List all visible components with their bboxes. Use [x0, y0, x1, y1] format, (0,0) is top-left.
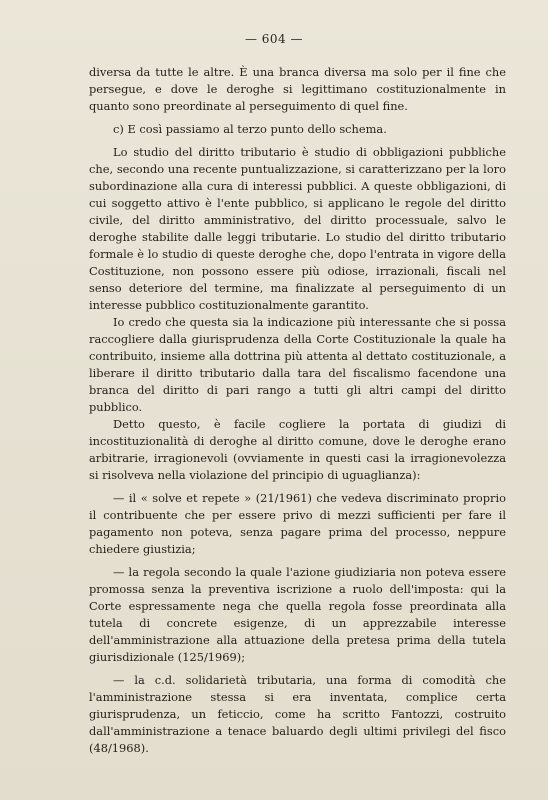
paragraph-1: diversa da tutte le altre. È una branca diversa ma solo per il fine che persegue, e dove le deroghe si legittimano costituzionalmente in quanto sono preordinate al perseguimento di quel fine.	[89, 65, 506, 113]
paragraph-2: c) E così passiamo al terzo punto dello schema.	[113, 122, 387, 136]
page-number: — 604 —	[244, 32, 304, 46]
paragraph-5: Detto questo, è facile cogliere la portata di giudizi di incostituzionalità di deroghe al diritto comune, dove le deroghe erano arbitrarie, irragionevoli (ovviamente in questi casi la irragionevolezza si risolveva nella violazione del principio di uguaglianza):	[89, 417, 506, 482]
paragraph-3: Lo studio del diritto tributario è studio di obbligazioni pubbliche che, secondo una recente puntualizzazione, si caratterizzano per la loro subordinazione alla cura di interessi pubblici. A queste obbligazioni, di cui soggetto attivo è l'ente pubblico, si applicano le regole del diritto civile, del diritto amministrativo, del diritto processuale, salvo le deroghe stabilite dalle leggi tributarie. Lo studio del diritto tributario formale è lo studio di queste deroghe che, dopo l'entrata in vigore della Costituzione, non possono essere più odiose, irrazionali, fiscali nel senso deteriore del termine, ma finalizzate al perseguimento di un interesse pubblico costituzionalmente garantito.	[89, 145, 506, 312]
list-item-solve-et-repete: — il « solve et repete » (21/1961) che vedeva discriminato proprio il contribuente che per essere privo di mezzi sufficienti per fare il pagamento non poteva, senza pagare prima del processo, neppure chiedere giustizia;	[89, 491, 506, 556]
body-text	[89, 64, 506, 757]
paragraph-4: Io credo che questa sia la indicazione più interessante che si possa raccogliere dalla giurisprudenza della Corte Costituzionale la quale ha contribuito, insieme alla dottrina più attenta al dettato costituzionale, a liberare il diritto tributario dalla tara del fiscalismo facendone una branca del diritto di pari rango a tutti gli altri campi del diritto pubblico.	[89, 315, 506, 414]
list-item-iscrizione-a-ruolo: — la regola secondo la quale l'azione giudiziaria non poteva essere promossa senza la preventiva iscrizione a ruolo dell'imposta: qui la Corte espressamente nega che quella regola fosse preordinata alla tutela di concrete esigenze, di un apprezzabile interesse dell'amministrazione alla attuazione della pretesa prima della tutela giurisdizionale (125/1969);	[89, 565, 506, 664]
list-item-solidarieta-tributaria: — la c.d. solidarietà tributaria, una forma di comodità che l'amministrazione stessa si era inventata, complice certa giurisprudenza, un feticcio, come ha scritto Fantozzi, costruito dall'amministrazione a tenace baluardo degli ultimi privilegi del fisco (48/1968).	[89, 673, 506, 755]
